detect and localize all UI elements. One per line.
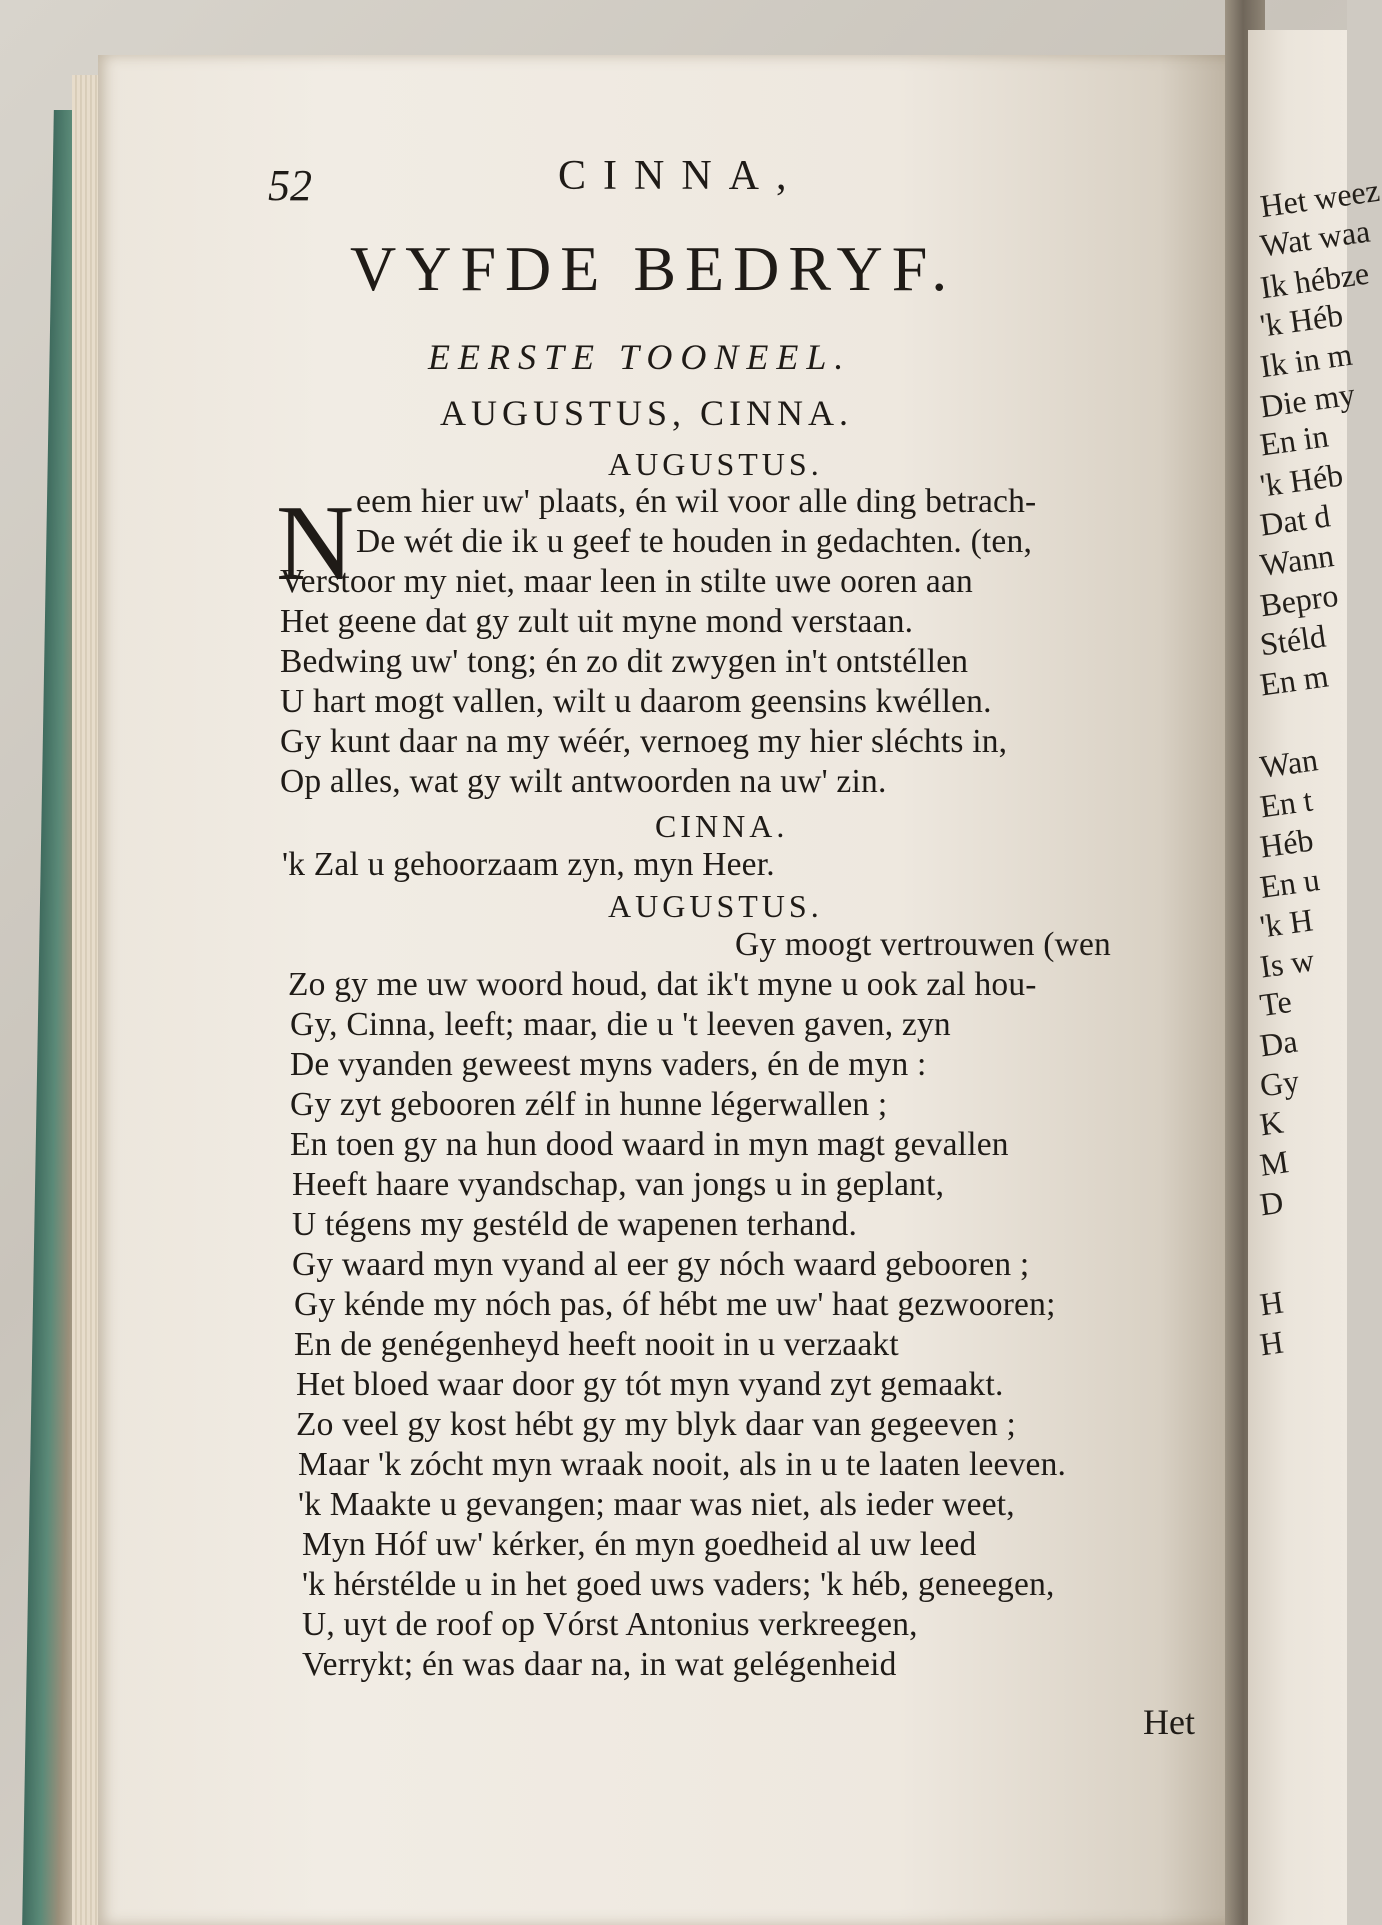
verse-line: 'k Zal u gehoorzaam zyn, myn Heer. — [282, 846, 775, 883]
facing-page-line: Wat waa — [1257, 212, 1373, 264]
facing-page-line: Is w — [1257, 941, 1317, 985]
verse-line: De vyanden geweest myns vaders, én de myn : — [290, 1046, 927, 1083]
verse-line: Verstoor my niet, maar leen in stilte uwe ooren aan — [280, 563, 974, 600]
facing-page-line: 'k Héb — [1257, 296, 1346, 344]
facing-page-line: 'k H — [1257, 901, 1316, 945]
facing-page-line: Wann — [1257, 537, 1336, 583]
verse-line: Heeft haare vyandschap, van jongs u in geplant, — [292, 1166, 945, 1203]
character-list: AUGUSTUS, CINNA. — [440, 393, 854, 433]
act-heading: VYFDE BEDRYF. — [350, 233, 957, 304]
facing-page-line: K — [1257, 1103, 1286, 1143]
verse-line: Gy moogt vertrouwen (wen — [735, 926, 1111, 963]
facing-page-line: Te — [1257, 982, 1294, 1024]
facing-page-line: En t — [1257, 781, 1315, 825]
facing-page-line: H — [1257, 1283, 1286, 1323]
verse-line: Het bloed waar door gy tót myn vyand zyt gemaakt. — [296, 1366, 1004, 1403]
verse-line: Verrykt; én was daar na, in wat gelégenheid — [302, 1646, 897, 1683]
verse-line: eem hier uw' plaats, én wil voor alle ding betrach- — [356, 483, 1037, 520]
verse-line: 'k Maakte u gevangen; maar was niet, als ieder weet, — [298, 1486, 1015, 1523]
speaker-label: AUGUSTUS. — [608, 446, 823, 482]
verse-line: Bedwing uw' tong; én zo dit zwygen in't ontstéllen — [280, 643, 969, 680]
facing-page-line: D — [1257, 1183, 1286, 1223]
verse-line: Gy, Cinna, leeft; maar, die u 't leeven gaven, zyn — [290, 1006, 951, 1043]
facing-page-line: Ik hébze — [1257, 254, 1372, 306]
facing-page-line: Het weez — [1258, 171, 1382, 225]
verse-line: En toen gy na hun dood waard in myn magt gevallen — [290, 1126, 1009, 1163]
verse-line: Zo veel gy kost hébt gy my blyk daar van gegeeven ; — [296, 1406, 1017, 1443]
drop-cap: N — [276, 484, 354, 603]
facing-page-line: Da — [1257, 1022, 1300, 1064]
verse-line: Het geene dat gy zult uit myne mond verstaan. — [280, 603, 914, 640]
verse-line: U, uyt de roof op Vórst Antonius verkreegen, — [302, 1606, 918, 1643]
facing-page-line: H — [1257, 1323, 1286, 1363]
facing-page-line: Dat d — [1257, 497, 1333, 543]
facing-page-line: Ik in m — [1257, 335, 1355, 385]
facing-page-line: Bepro — [1257, 576, 1341, 624]
verse-line: Zo gy me uw woord houd, dat ik't myne u ook zal hou- — [288, 966, 1037, 1003]
catchword: Het — [1143, 1702, 1195, 1742]
verse-line: De wét die ik u geef te houden in gedachten. (ten, — [356, 523, 1033, 560]
verse-line: Gy zyt gebooren zélf in hunne légerwallen ; — [290, 1086, 888, 1123]
speaker-label: AUGUSTUS. — [608, 888, 823, 924]
verse-line: Gy waard myn vyand al eer gy nóch waard gebooren ; — [292, 1246, 1030, 1283]
facing-page-line: Héb — [1257, 821, 1316, 865]
speaker-label: CINNA. — [655, 808, 789, 844]
verse-line: Gy kunt daar na my wéér, vernoeg my hier sléchts in, — [280, 723, 1008, 760]
facing-page-line: En m — [1257, 657, 1331, 703]
verse-line: U hart mogt vallen, wilt u daarom geensins kwéllen. — [280, 683, 992, 720]
scene-heading: EERSTE TOONEEL. — [428, 337, 852, 377]
page-number: 52 — [268, 161, 312, 210]
facing-page-line: Die my — [1257, 375, 1358, 425]
verse-line: U tégens my gestéld de wapenen terhand. — [292, 1206, 858, 1243]
facing-page-line: Gy — [1257, 1062, 1302, 1104]
facing-page-line: En in — [1257, 417, 1331, 463]
facing-page-line: En u — [1257, 861, 1322, 905]
verse-line: En de genégenheyd heeft nooit in u verzaakt — [294, 1326, 899, 1363]
verse-line: Gy kénde my nóch pas, óf hébt me uw' haat gezwooren; — [294, 1286, 1056, 1323]
facing-page-line: Wan — [1257, 741, 1320, 785]
verse-line: Maar 'k zócht myn wraak nooit, als in u te laaten leeven. — [298, 1446, 1067, 1483]
facing-page-line: Stéld — [1257, 617, 1328, 663]
facing-page-line: M — [1257, 1143, 1291, 1183]
running-head: CINNA, — [558, 153, 804, 199]
verse-line: Op alles, wat gy wilt antwoorden na uw' zin. — [280, 763, 887, 800]
verse-line: 'k hérstélde u in het goed uws vaders; 'k héb, geneegen, — [302, 1566, 1055, 1603]
verse-line: Myn Hóf uw' kérker, én myn goedheid al uw leed — [302, 1526, 977, 1563]
facing-page-line: 'k Héb — [1257, 456, 1346, 504]
